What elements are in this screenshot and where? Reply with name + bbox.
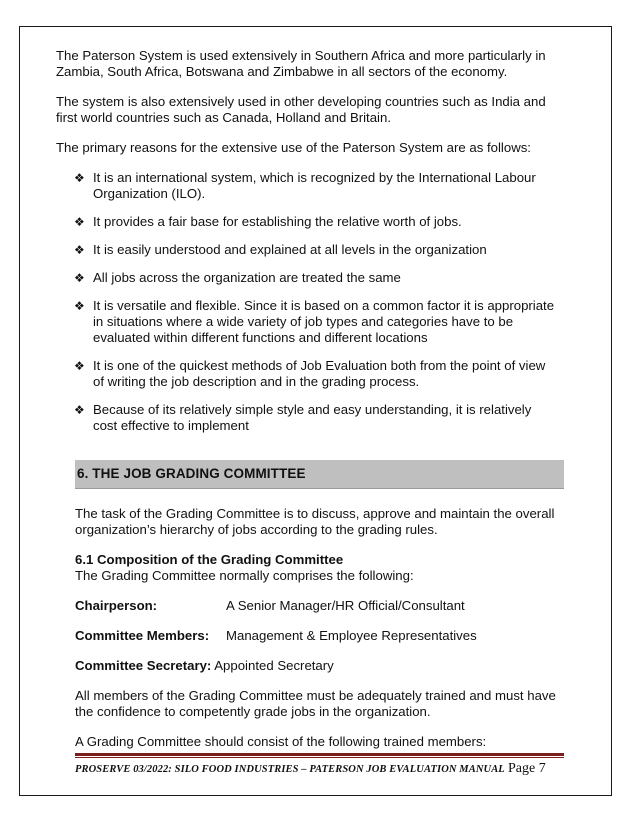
intro-content	[56, 48, 556, 434]
reason-text: It is an international system, which is recognized by the International Labour Organization (ILO).	[93, 170, 536, 201]
subsection-intro: The Grading Committee normally comprises the following:	[75, 568, 414, 583]
list-item	[56, 214, 556, 230]
section-heading-bar	[75, 460, 564, 489]
diamond-bullet-icon: ❖	[74, 271, 85, 285]
footer-title: PROSERVE 03/2022: SILO FOOD INDUSTRIES – PATERSON JOB EVALUATION MANUAL	[75, 764, 505, 775]
section-heading: 6. THE JOB GRADING COMMITTEE	[77, 466, 306, 481]
members-row	[75, 628, 564, 644]
list-item	[56, 298, 556, 346]
diamond-bullet-icon: ❖	[74, 403, 85, 417]
diamond-bullet-icon: ❖	[74, 215, 85, 229]
chairperson-row	[75, 598, 564, 614]
reason-text: Because of its relatively simple style and easy understanding, it is relatively cost effective to implement	[93, 402, 532, 433]
list-item	[56, 402, 556, 434]
diamond-bullet-icon: ❖	[74, 243, 85, 257]
committee-task-paragraph: The task of the Grading Committee is to discuss, approve and maintain the overall organization’s hierarchy of jobs according to the grading rules.	[75, 506, 555, 537]
list-item	[56, 170, 556, 202]
secretary-value: Appointed Secretary	[211, 658, 334, 673]
subsection-heading: 6.1 Composition of the Grading Committee	[75, 552, 344, 567]
list-item	[56, 358, 556, 390]
chairperson-value: A Senior Manager/HR Official/Consultant	[226, 598, 465, 613]
reasons-list	[56, 170, 556, 434]
reason-text: It is one of the quickest methods of Job Evaluation both from the point of view of writing the job description and in the grading process.	[93, 358, 546, 389]
consist-paragraph: A Grading Committee should consist of the following trained members:	[75, 734, 487, 749]
intro-paragraph-3: The primary reasons for the extensive use of the Paterson System are as follows:	[56, 140, 531, 155]
chairperson-label: Chairperson:	[75, 598, 158, 613]
secretary-row	[75, 658, 564, 674]
diamond-bullet-icon: ❖	[74, 299, 85, 313]
reason-text: It provides a fair base for establishing the relative worth of jobs.	[93, 214, 462, 229]
intro-paragraph-1: The Paterson System is used extensively in Southern Africa and more particularly in Zambia, South Africa, Botswana and Zimbabwe in all sectors of the economy.	[56, 48, 546, 79]
intro-paragraph-2: The system is also extensively used in other developing countries such as India and first world countries such as Canada, Holland and Britain.	[56, 94, 546, 125]
section-content	[75, 506, 564, 750]
page-number: Page 7	[508, 761, 546, 776]
reason-text: It is versatile and flexible. Since it is based on a common factor it is appropriate in situations where a wide variety of job types and categories have to be evaluated within different functions and different locations	[93, 298, 555, 345]
diamond-bullet-icon: ❖	[74, 359, 85, 373]
training-paragraph: All members of the Grading Committee must be adequately trained and must have the confidence to competently grade jobs in the organization.	[75, 688, 556, 719]
footer-rule	[75, 753, 564, 756]
diamond-bullet-icon: ❖	[74, 171, 85, 185]
secretary-label: Committee Secretary:	[75, 658, 212, 673]
reason-text: All jobs across the organization are treated the same	[93, 270, 401, 285]
reason-text: It is easily understood and explained at all levels in the organization	[93, 242, 487, 257]
members-label: Committee Members:	[75, 628, 210, 643]
members-value: Management & Employee Representatives	[226, 628, 477, 643]
footer-rule-thin	[75, 757, 564, 758]
list-item	[56, 242, 556, 258]
list-item	[56, 270, 556, 286]
